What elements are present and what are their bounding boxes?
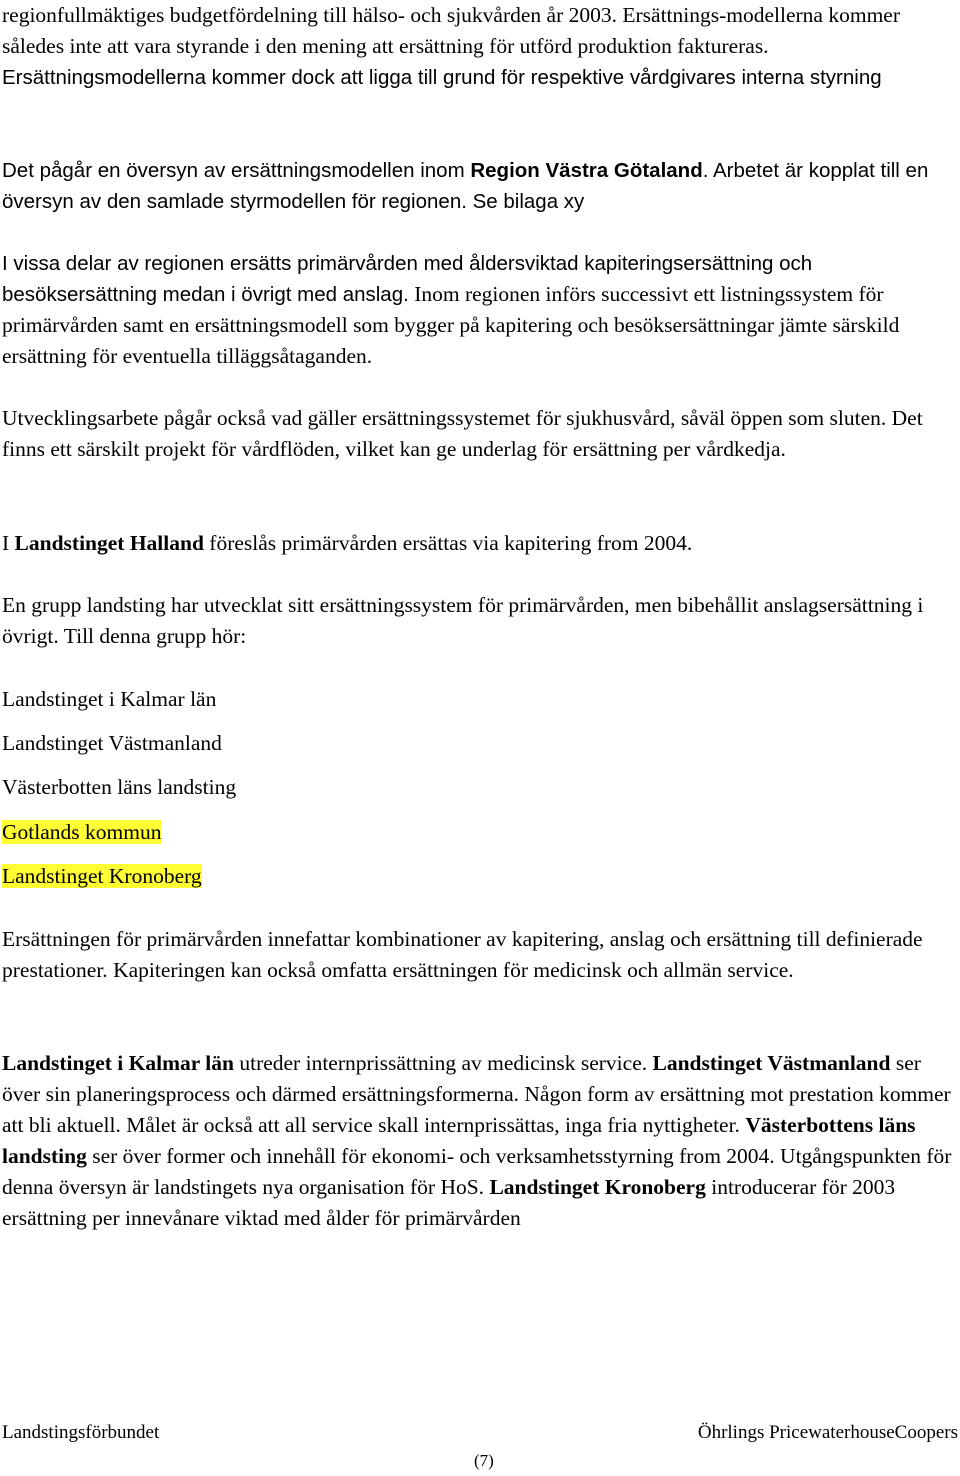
paragraph-budget-allocation [2, 0, 952, 93]
page-number: (7) [474, 1451, 494, 1470]
text-segment: utreder internprissättning av medicinsk service. [233, 1051, 653, 1075]
bold-region-name: Landstinget i Kalmar län [2, 1051, 234, 1075]
bold-region-name: Västerbottens läns landsting [2, 1113, 916, 1168]
text-segment: regionfullmäktiges budgetfördelning till hälso- och sjukvården år 2003. Ersättnings-modellerna kommer således inte att vara styrande i den mening att ersättning för utförd produktion faktureras. [2, 3, 901, 58]
text-segment: Ersättningsmodellerna kommer dock att ligga till grund för respektive vårdgivares interna styrning [2, 66, 882, 89]
list-item: Västerbotten läns landsting [2, 775, 237, 799]
paragraph-hospital-care [2, 403, 952, 465]
text-segment: föreslås primärvården ersättas via kapitering from 2004. [203, 531, 693, 555]
text-segment: Till denna grupp hör: [58, 624, 247, 648]
bold-region-name: Region Västra Götaland [470, 159, 703, 182]
bold-region-name: Landstinget Kronoberg [489, 1175, 706, 1199]
text-segment: Utvecklingsarbete pågår också vad gäller ersättningssystemet för sjukhusvård, såväl öppen som sluten. [2, 406, 887, 430]
text-segment: En grupp landsting har utvecklat sitt ersättningssystem för primärvården, men bibehållit anslagsersättning i övrigt. [2, 593, 924, 648]
list-item: Landstinget i Kalmar län [2, 687, 217, 711]
text-segment: . Arbetet är kopplat till en översyn av den samlade styrmodellen för regionen. [2, 159, 929, 213]
footer-firm: Öhrlings PricewaterhouseCoopers [697, 1422, 958, 1443]
bold-region-name: Landstinget Västmanland [652, 1051, 891, 1075]
text-segment: ser över former och innehåll för ekonomi- och verksamhetsstyrning from 2004. Utgångspunkten för denna översyn är landstingets nya organisation för HoS. [2, 1144, 952, 1199]
text-segment: Kapiteringen kan också omfatta ersättningen för medicinsk och allmän service. [107, 958, 794, 982]
text-segment: I [2, 531, 15, 555]
bold-region-name: Landstinget Halland [14, 531, 204, 555]
paragraph-halland [2, 528, 952, 559]
text-segment: Ersättningen för primärvården innefattar kombinationer av kapitering, anslag och ersättning till definierade prestationer. [2, 927, 923, 982]
text-segment: introducerar för 2003 ersättning per innevånare viktad med ålder för primärvården [2, 1175, 896, 1230]
paragraph-group-intro [2, 590, 952, 652]
highlighted-text: Landstinget Kronoberg [2, 864, 202, 888]
list-item-highlighted [2, 861, 202, 892]
paragraph-vastra-gotaland [2, 155, 952, 217]
text-segment: Det finns ett särskilt projekt för vårdflöden, vilket kan ge underlag för ersättning per vårdkedja. [2, 406, 923, 461]
paragraph-capitation-regions [2, 248, 952, 372]
list-item: Landstinget Västmanland [2, 731, 222, 755]
text-segment: I vissa delar av regionen ersätts primärvården med åldersviktad kapiteringsersättning och besöksersättning medan i övrigt med anslag. [2, 252, 813, 306]
footer-organization: Landstingsförbundet [2, 1422, 160, 1443]
highlighted-text: Gotlands kommun [2, 820, 162, 844]
list-item-highlighted [2, 817, 161, 848]
text-segment: ser över sin planeringsprocess och därmed ersättningsformerna. Någon form av ersättning mot prestation kommer att bli aktuell. Målet är också att all service skall internprissättas, inga fria nyttigheter. [2, 1051, 951, 1137]
text-segment: Inom regionen införs successivt ett listningssystem för primärvården samt en ersättningsmodell som bygger på kapitering och besöksersättningar jämte särskild ersättning för eventuella tilläggsåtaganden. [2, 282, 900, 368]
paragraph-compensation-combinations [2, 924, 952, 986]
text-segment: Se bilaga xy [466, 190, 585, 213]
text-segment: Det pågår en översyn av ersättningsmodellen inom [2, 159, 471, 182]
paragraph-county-details [2, 1048, 952, 1234]
